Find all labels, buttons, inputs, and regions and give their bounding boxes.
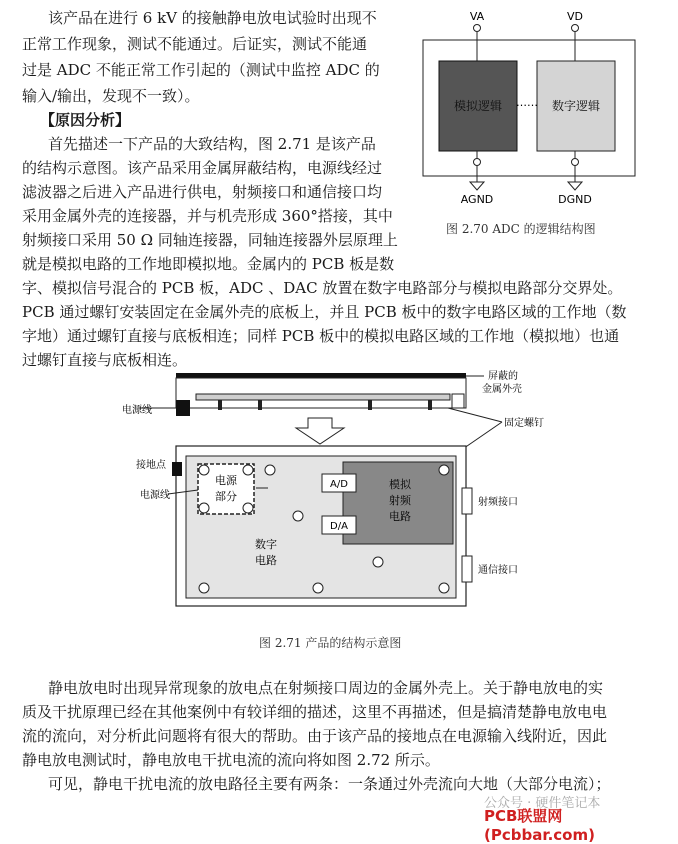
fig271-da-label: D/A	[330, 521, 348, 532]
fig271-screw-label: 固定螺钉	[504, 418, 544, 429]
fig271-rf-port-label: 射频接口	[478, 497, 518, 508]
watermark-site: PCB联盟网 (Pcbbar.com)	[484, 807, 595, 844]
para3-line3: 流的流向，对分析此问题将有很大的帮助。由于该产品的接地点在电源输入线附近，因此	[22, 727, 608, 745]
para2-line6: 就是模拟电路的工作地即模拟地。金属内的 PCB 板是数	[22, 255, 395, 273]
fig271-shield-top	[176, 373, 466, 378]
fig271-view-arrow	[296, 418, 344, 444]
fig271-analog-label-1: 模拟	[389, 478, 411, 491]
para3-line4: 静电放电测试时，静电放电干扰电流的流向将如图 2.72 所示。	[22, 751, 440, 769]
fig271-analog-label-3: 电路	[389, 510, 411, 523]
fig270-agnd-symbol	[470, 182, 484, 190]
fig271-analog-label-2: 射频	[389, 494, 411, 507]
para2-line1: 首先描述一下产品的大致结构，图 2.71 是该产品	[48, 135, 376, 153]
para3-line1: 静电放电时出现异常现象的放电点在射频接口周边的金属外壳上。关于静电放电的实	[48, 679, 604, 697]
fig271-digital-label-2: 电路	[255, 554, 277, 567]
fig270-vd-terminal	[572, 25, 579, 32]
fig271-comm-port-connector	[462, 556, 472, 582]
fig271-caption: 图 2.71 产品的结构示意图	[259, 636, 402, 650]
fig271-power-label-2: 部分	[215, 490, 237, 503]
para2-line10: 过螺钉直接与底板相连。	[22, 351, 188, 369]
fig271-power-line-top-label: 电源线	[122, 405, 152, 416]
fig271-comm-port-label: 通信接口	[478, 565, 518, 576]
fig270-analog-label: 模拟逻辑	[453, 99, 503, 113]
para2-line7: 字、模拟信号混合的 PCB 板，ADC 、DAC 放置在数字电路部分与模拟电路部分交界处。	[22, 279, 623, 297]
fig271-power-line-label: 电源线	[140, 490, 170, 501]
figure-2-71	[118, 366, 568, 628]
para3-line2: 质及干扰原理已经在其他案例中有较详细的描述，这里不再描述，但是搞清楚静电放电电	[22, 703, 608, 721]
fig271-ground-point-label: 接地点	[136, 460, 166, 471]
para4-line1: 可见，静电干扰电流的放电路径主要有两条：一条通过外壳流向大地（大部分电流）；	[48, 775, 611, 793]
para1-line3: 过是 ADC 不能正常工作引起的（测试中监控 ADC 的	[22, 61, 380, 79]
para2-line2: 的结构示意图。该产品采用金属屏蔽结构，电源线经过	[22, 159, 383, 177]
watermark-account: 公众号 · 硬件笔记本	[484, 796, 601, 811]
para1-line4: 输入/输出，发现不一致）。	[22, 87, 200, 105]
fig271-shield-label-1: 屏蔽的	[488, 371, 518, 382]
fig270-agnd-label: AGND	[460, 193, 494, 206]
fig271-rf-connector-top	[452, 394, 464, 408]
fig270-va-terminal	[474, 25, 481, 32]
figure-2-70	[415, 6, 655, 206]
fig270-dgnd-symbol	[568, 182, 582, 190]
fig271-power-connector-plan	[172, 462, 182, 476]
fig271-power-connector-top	[176, 400, 190, 416]
fig271-power-label-1: 电源	[215, 474, 237, 487]
fig271-shield-label-2: 金属外壳	[482, 384, 522, 395]
para2-line3: 滤波器之后进入产品进行供电，射频接口和通信接口均	[22, 183, 383, 201]
fig271-ad-label: A/D	[330, 479, 348, 490]
fig271-pcb-side	[196, 394, 450, 400]
fig270-caption: 图 2.70 ADC 的逻辑结构图	[446, 222, 596, 236]
fig271-digital-label-1: 数字	[255, 538, 277, 551]
fig270-digital-label: 数字逻辑	[551, 99, 601, 113]
para2-line9: 字地）通过螺钉直接与底板相连；同样 PCB 板中的模拟电路区域的工作地（模拟地）也通	[22, 327, 620, 345]
para2-line8: PCB 通过螺钉安装固定在金属外壳的底板上，并且 PCB 板中的数字电路区域的工作地（数	[22, 303, 627, 321]
fig270-dots: ……	[516, 96, 538, 109]
para2-line4: 采用金属外壳的连接器，并与机壳形成 360°搭接，其中	[22, 207, 393, 225]
fig270-vd-label: VD	[567, 10, 583, 23]
section-heading: 【原因分析】	[40, 111, 131, 129]
fig270-va-label: VA	[469, 10, 485, 23]
para1-line1: 该产品在进行 6 kV 的接触静电放电试验时出现不	[48, 9, 377, 27]
para1-line2: 正常工作现象，测试不能通过。后证实，测试不能通	[22, 35, 368, 53]
para2-line5: 射频接口采用 50 Ω 同轴连接器，同轴连接器外层原理上	[22, 231, 398, 249]
fig271-rf-port-connector	[462, 488, 472, 514]
fig270-dgnd-label: DGND	[558, 193, 592, 206]
